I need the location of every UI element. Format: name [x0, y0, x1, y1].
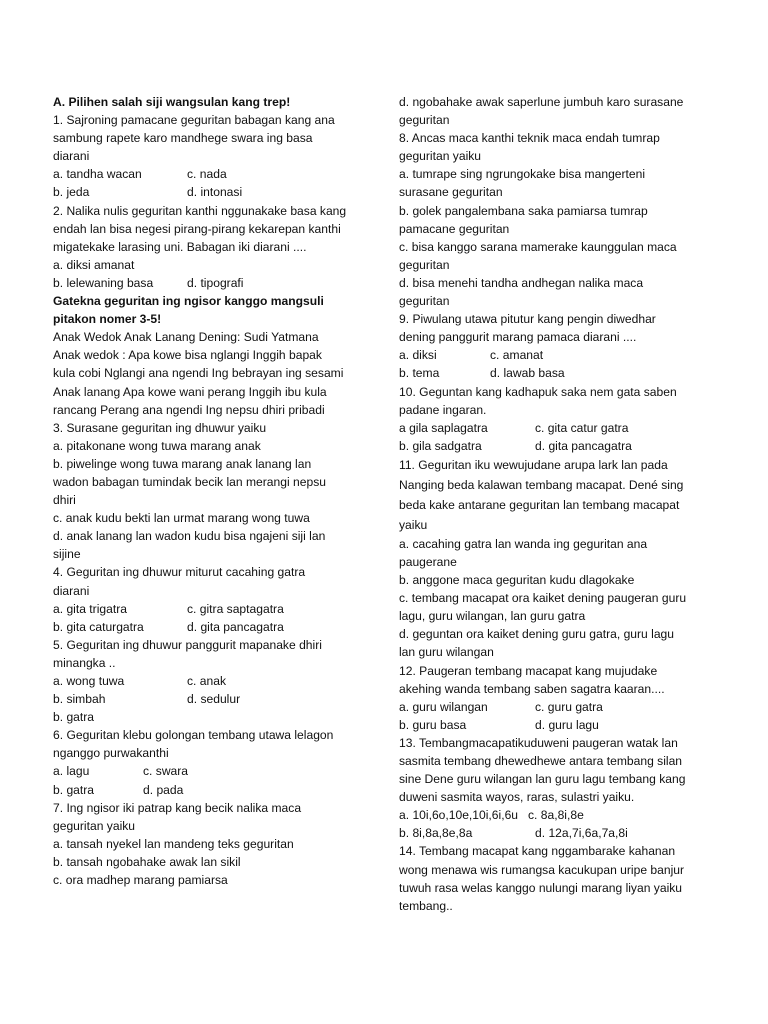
- option: b. anggone maca geguritan kudu dlagokake: [399, 573, 635, 588]
- option: a. tansah nyekel lan mandeng teks geguritan: [53, 836, 294, 851]
- question-6-line: nganggo purwakanthi: [53, 746, 169, 761]
- question-9-line: dening panggurit marang pamaca diarani ....: [399, 330, 637, 345]
- option: surasane geguritan: [399, 185, 503, 200]
- option: b. guru basa: [399, 717, 467, 732]
- option: b. piwelinge wong tuwa marang anak lanang lan: [53, 456, 312, 471]
- instruction-line: Gatekna geguritan ing ngisor kanggo mangsuli: [53, 294, 324, 309]
- question-11-line: yaiku: [399, 517, 428, 532]
- question-13-line: sasmita tembang dhewedhewe antara tembang silan: [399, 754, 683, 768]
- option: d. lawab basa: [490, 366, 565, 381]
- option: a. wong tuwa: [53, 674, 125, 688]
- question-6-line: 6. Geguritan klebu golongan tembang utawa lelagon: [53, 728, 334, 743]
- question-10-line: 10. Geguntan kang kadhapuk saka nem gata saben: [399, 384, 677, 399]
- option: a. pitakonane wong tuwa marang anak: [53, 438, 261, 453]
- option: sijine: [53, 547, 81, 562]
- option: lagu, guru wilangan, lan guru gatra: [399, 609, 586, 624]
- option: b. tansah ngobahake awak lan sikil: [53, 854, 241, 869]
- option: a. diksi: [399, 348, 437, 363]
- option: d. gita pancagatra: [187, 619, 284, 634]
- option: c. swara: [143, 764, 189, 779]
- option: geguritan: [399, 294, 450, 309]
- option: b. gatra: [53, 782, 95, 797]
- option: d. bisa menehi tandha andhegan nalika maca: [399, 275, 644, 290]
- question-13-line: duweni sasmita wayos, raras, sulastri yaiku.: [399, 790, 635, 805]
- option: d. sedulur: [187, 692, 241, 707]
- option: a. diksi amanat: [53, 257, 135, 272]
- poem-line: Anak lanang Apa kowe wani perang Inggih ibu kula: [53, 384, 327, 399]
- question-14-line: wong menawa wis rumangsa kacukupan uripe banjur: [399, 862, 685, 877]
- question-10-line: padane ingaran.: [399, 402, 487, 417]
- option: a. tandha wacan: [53, 167, 142, 182]
- poem-line: Anak wedok : Apa kowe bisa nglangi Inggih bapak: [53, 348, 322, 363]
- options-row: [399, 419, 705, 437]
- question-7-line: geguritan yaiku: [53, 818, 136, 833]
- question-5-line: 5. Geguritan ing dhuwur panggurit mapanake dhiri: [53, 637, 322, 652]
- options-row: [399, 716, 705, 734]
- question-2-line: migatekake larasing uni. Babagan iki diarani ....: [53, 239, 307, 254]
- question-12-line: akehing wanda tembang saben sagatra kaaran....: [399, 681, 665, 696]
- option: paugerane: [399, 554, 457, 569]
- question-2-line: endah lan bisa negesi pirang-pirang kekarepan kanthi: [53, 221, 341, 236]
- option: geguritan: [399, 257, 450, 272]
- poem-line: kula cobi Nglangi ana ngendi Ing bebrayan ing sesami: [53, 366, 344, 381]
- option: d. geguntan ora kaiket dening guru gatra, guru lagu: [399, 627, 674, 642]
- option: a. 10i,6o,10e,10i,6i,6u: [399, 808, 519, 823]
- question-14-line: tembang..: [399, 898, 453, 913]
- options-row: [399, 437, 705, 455]
- options-row: [399, 364, 705, 382]
- option: b. 8i,8a,8e,8a: [399, 826, 473, 841]
- option: c. amanat: [490, 348, 544, 363]
- options-row: [53, 781, 363, 799]
- poem-line: Anak Wedok Anak Lanang Dening: Sudi Yatmana: [53, 330, 319, 345]
- option: b. jeda: [53, 185, 90, 200]
- option: c. anak: [187, 674, 226, 688]
- option: d. gita pancagatra: [535, 438, 632, 453]
- option: b. gatra: [53, 710, 95, 725]
- option: c. 8a,8i,8e: [528, 808, 584, 823]
- question-4-line: 4. Geguritan ing dhuwur miturut cacahing gatra: [53, 565, 306, 580]
- option: b. tema: [399, 366, 440, 381]
- question-1-line: diarani: [53, 149, 90, 164]
- option: geguritan: [399, 113, 450, 128]
- option: d. pada: [143, 782, 184, 797]
- option: d. guru lagu: [535, 717, 599, 732]
- question-8-line: geguritan yaiku: [399, 149, 482, 164]
- options-row: [53, 274, 363, 292]
- question-7-line: 7. Ing ngisor iki patrap kang becik nalika maca: [53, 800, 302, 815]
- question-1-line: 1. Sajroning pamacane geguritan babagan kang ana: [53, 113, 335, 128]
- left-column: [53, 93, 363, 889]
- question-14-line: 14. Tembang macapat kang nggambarake kahanan: [399, 844, 676, 859]
- question-3-line: 3. Surasane geguritan ing dhuwur yaiku: [53, 420, 267, 435]
- option: c. nada: [187, 167, 227, 182]
- option: d. 12a,7i,6a,7a,8i: [535, 826, 628, 841]
- option: b. simbah: [53, 692, 106, 707]
- right-column: [399, 93, 705, 915]
- question-14-line: tuwuh rasa welas kanggo nulungi marang liyan yaiku: [399, 880, 683, 895]
- option: a gila saplagatra: [399, 420, 488, 435]
- options-row: [53, 165, 363, 183]
- option: pamacane geguritan: [399, 221, 510, 236]
- option: a. tumrape sing ngrungokake bisa mangerteni: [399, 167, 646, 182]
- options-row: [53, 618, 363, 636]
- poem-line: rancang Perang ana ngendi Ing nepsu dhiri pribadi: [53, 402, 325, 417]
- option: c. guru gatra: [535, 699, 603, 714]
- option: c. bisa kanggo sarana mamerake kaunggulan maca: [399, 239, 677, 254]
- option: b. golek pangalembana saka pamiarsa tumrap: [399, 203, 648, 218]
- question-13-line: sine Dene guru wilangan lan guru lagu tembang kang: [399, 772, 686, 787]
- question-11-line: Nanging beda kalawan tembang macapat. Dené sing: [399, 477, 684, 492]
- options-row: [53, 672, 363, 690]
- options-row: [399, 824, 705, 842]
- question-13-line: 13. Tembangmacapatikuduweni paugeran watak lan: [399, 735, 678, 750]
- option: d. anak lanang lan wadon kudu bisa ngajeni siji lan: [53, 529, 326, 544]
- question-4-line: diarani: [53, 583, 90, 598]
- option: d. tipografi: [187, 275, 244, 290]
- question-11-line: beda kake antarane geguritan lan tembang macapat: [399, 497, 680, 512]
- option: c. ora madhep marang pamiarsa: [53, 873, 228, 888]
- options-row: [399, 698, 705, 716]
- option: c. gitra saptagatra: [187, 601, 284, 616]
- option: d. ngobahake awak saperlune jumbuh karo surasane: [399, 95, 684, 109]
- options-row: [53, 183, 363, 201]
- option: a. lagu: [53, 764, 90, 779]
- option: b. gita caturgatra: [53, 619, 144, 634]
- option: a. cacahing gatra lan wanda ing geguritan ana: [399, 536, 648, 551]
- option: b. lelewaning basa: [53, 275, 154, 290]
- question-1-line: sambung rapete karo mandhege swara ing basa: [53, 131, 313, 146]
- option: d. intonasi: [187, 185, 243, 200]
- option: b. gila sadgatra: [399, 438, 482, 453]
- option: c. tembang macapat ora kaiket dening paugeran guru: [399, 591, 687, 606]
- question-8-line: 8. Ancas maca kanthi teknik maca endah tumrap: [399, 131, 660, 146]
- question-11-line: 11. Geguritan iku wewujudane arupa lark lan pada: [399, 457, 668, 472]
- section-title: A. Pilihen salah siji wangsulan kang trep!: [53, 95, 291, 109]
- options-row: [53, 690, 363, 708]
- option: wadon babagan tumindak becik lan merangi nepsu: [53, 474, 326, 489]
- options-row: [53, 600, 363, 618]
- option: a. guru wilangan: [399, 699, 488, 714]
- question-9-line: 9. Piwulang utawa pitutur kang pengin diwedhar: [399, 312, 656, 327]
- options-row: [399, 346, 705, 364]
- option: a. gita trigatra: [53, 601, 127, 616]
- question-2-line: 2. Nalika nulis geguritan kanthi nggunakake basa kang: [53, 203, 347, 218]
- option: c. gita catur gatra: [535, 420, 629, 435]
- option: dhiri: [53, 493, 76, 508]
- options-row: [53, 762, 363, 780]
- options-row: [399, 806, 705, 824]
- instruction-line: pitakon nomer 3-5!: [53, 312, 162, 327]
- question-5-line: minangka ..: [53, 655, 116, 670]
- option: c. anak kudu bekti lan urmat marang wong tuwa: [53, 511, 310, 526]
- question-12-line: 12. Paugeran tembang macapat kang mujudake: [399, 663, 658, 678]
- option: lan guru wilangan: [399, 645, 494, 660]
